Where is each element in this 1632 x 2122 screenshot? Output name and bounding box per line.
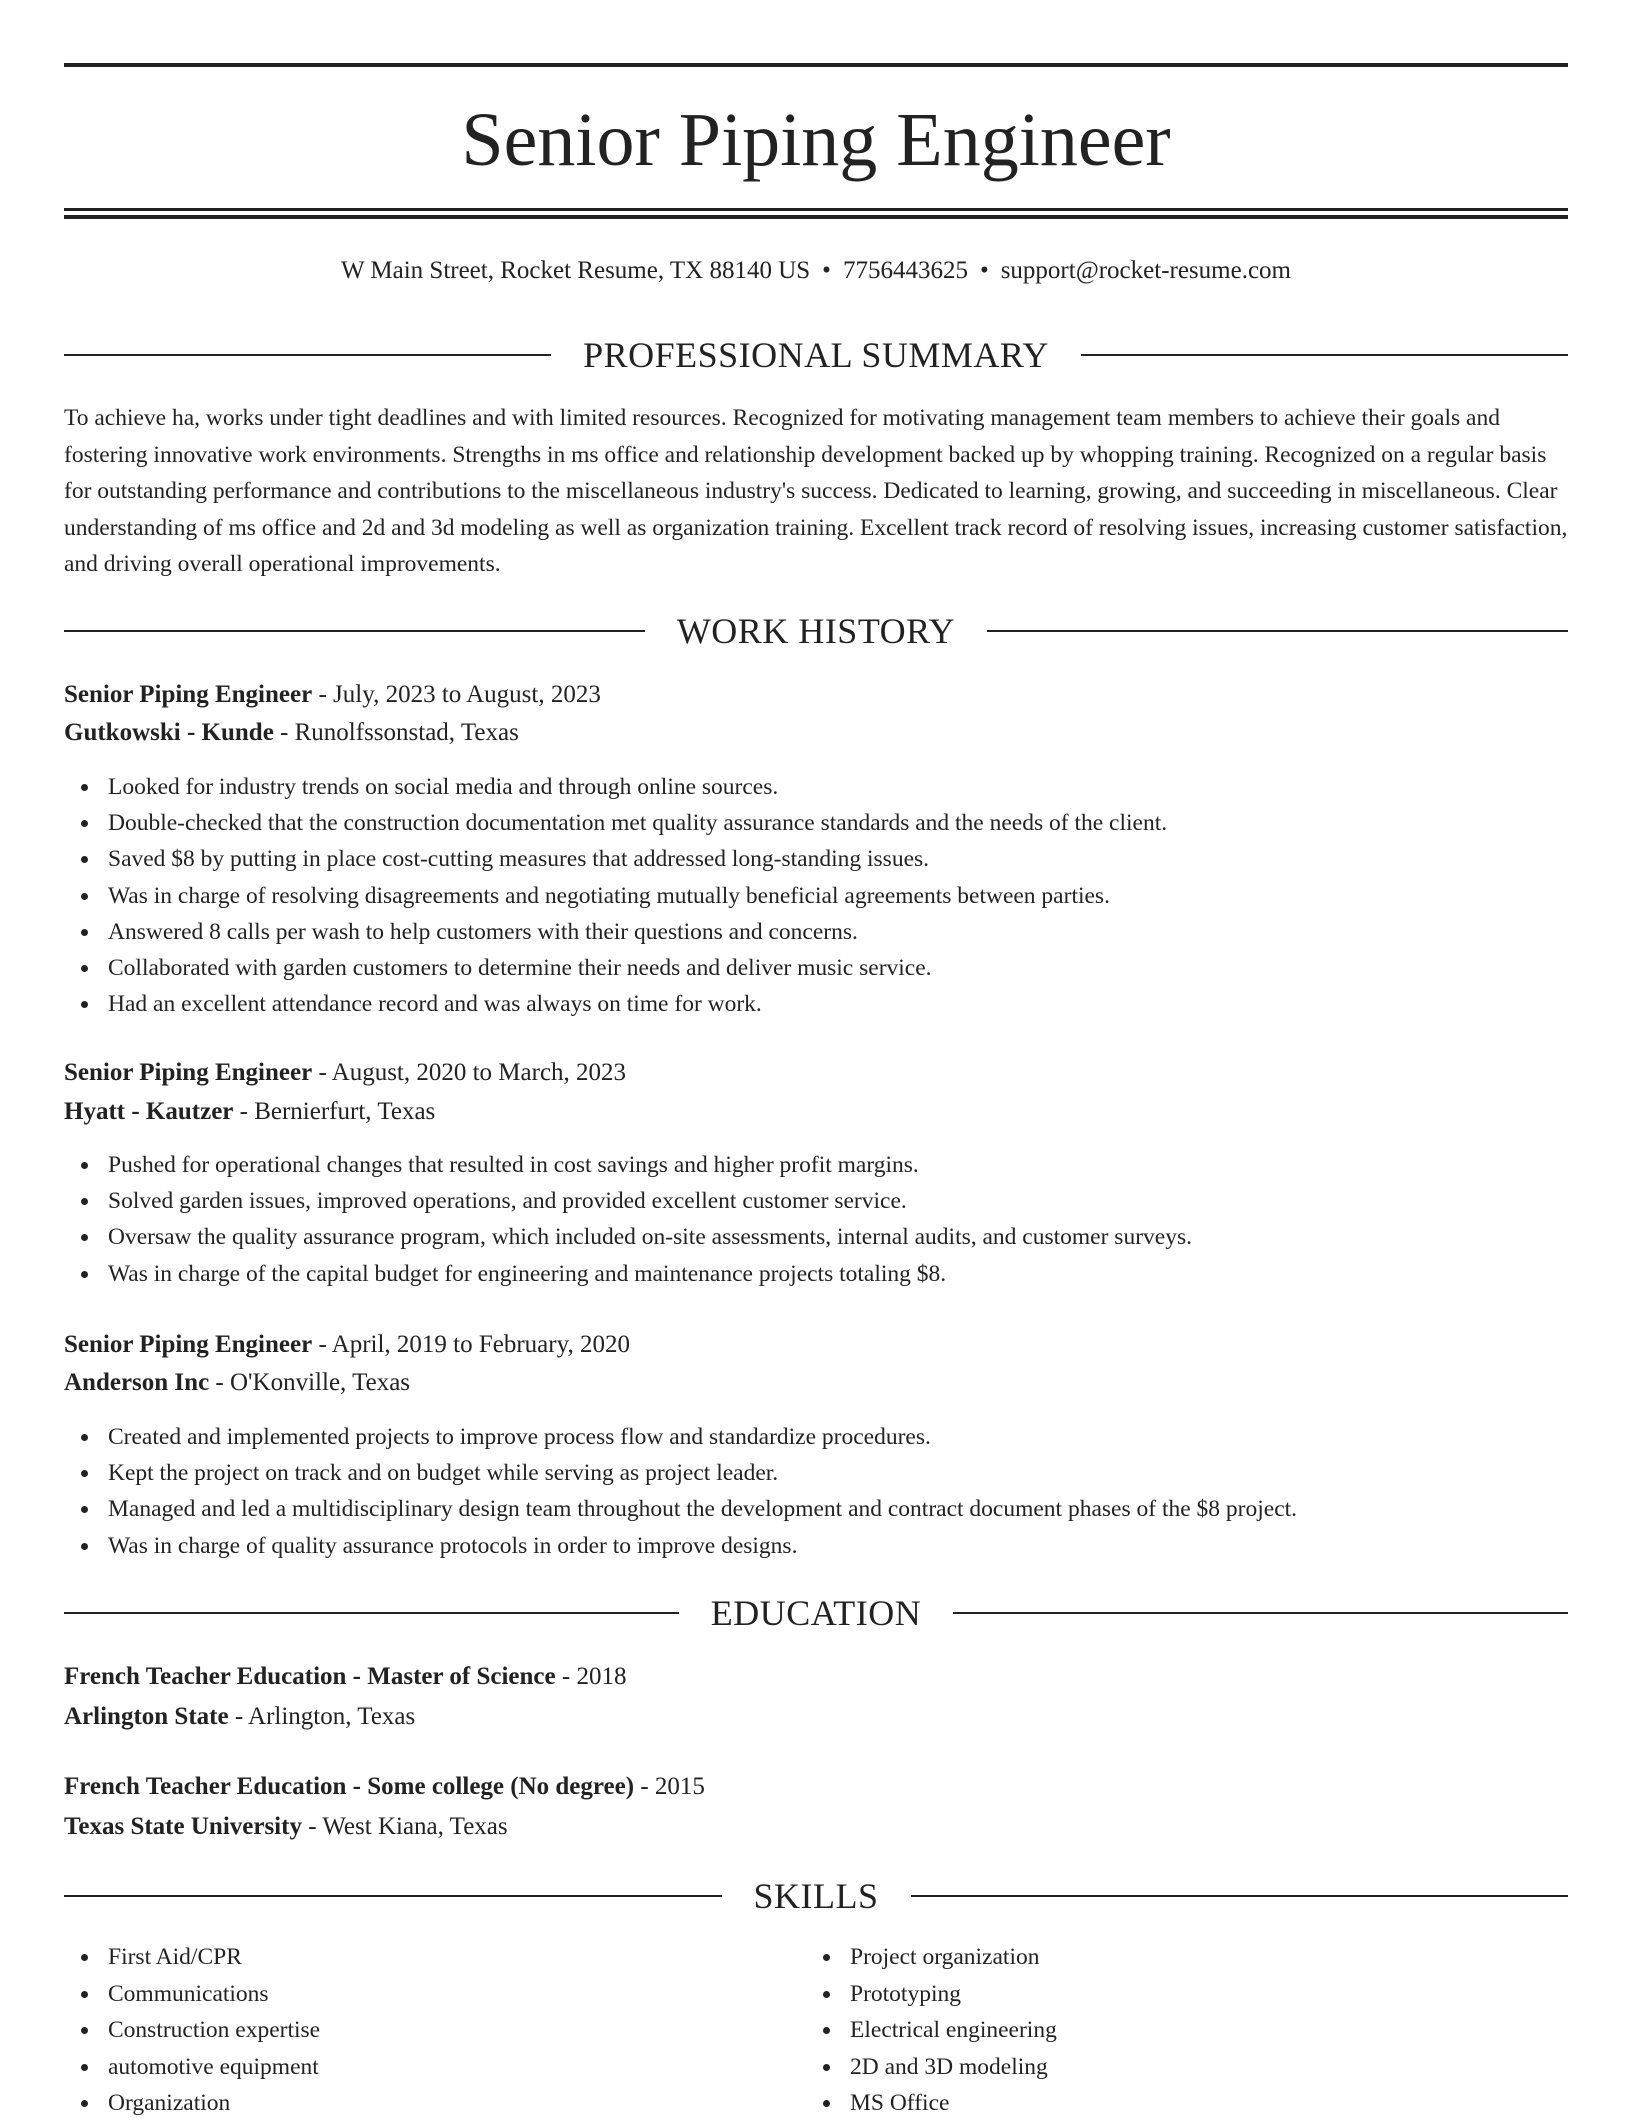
divider xyxy=(911,1895,1569,1897)
education-location: - Arlington, Texas xyxy=(228,1703,416,1730)
job-location: - Bernierfurt, Texas xyxy=(233,1098,436,1125)
list-item: Created and implemented projects to improve process flow and standardize procedures. xyxy=(64,1419,1568,1455)
header-bottom-rule-second xyxy=(64,215,1568,219)
skill-item: Prototyping xyxy=(806,1976,1506,2013)
job-title-line xyxy=(64,1056,1568,1090)
header-bottom-rule xyxy=(64,208,1568,211)
list-item: Was in charge of resolving disagreements and negotiating mutually beneficial agreements between parties. xyxy=(64,878,1568,914)
section-title: EDUCATION xyxy=(710,1593,922,1633)
list-item: Collaborated with garden customers to determine their needs and deliver music service. xyxy=(64,950,1568,986)
education-degree: French Teacher Education - Master of Science xyxy=(64,1663,556,1690)
list-item: Was in charge of quality assurance protocols in order to improve designs. xyxy=(64,1528,1568,1564)
skill-item: automotive equipment xyxy=(64,2049,764,2086)
skill-item: MS Office xyxy=(806,2085,1506,2122)
job-location: - Runolfssonstad, Texas xyxy=(273,719,519,746)
contact-email: support@rocket-resume.com xyxy=(1000,257,1291,284)
list-item: Double-checked that the construction documentation met quality assurance standards and the needs of the client. xyxy=(64,805,1568,841)
job-company-line xyxy=(64,716,1568,750)
skill-item: Organization xyxy=(64,2085,764,2122)
education-school-line xyxy=(64,1810,1568,1844)
job-dates: - July, 2023 to August, 2023 xyxy=(312,681,601,708)
job-company: Anderson Inc xyxy=(64,1369,210,1396)
divider xyxy=(1081,354,1568,356)
divider xyxy=(64,354,551,356)
header-top-rule xyxy=(64,63,1568,67)
education-school: Arlington State xyxy=(64,1703,229,1730)
job-title: Senior Piping Engineer xyxy=(64,681,313,708)
divider xyxy=(987,630,1568,632)
list-item: Kept the project on track and on budget while serving as project leader. xyxy=(64,1455,1568,1491)
job-bullets xyxy=(64,769,1568,1022)
job-title: Senior Piping Engineer xyxy=(64,1059,313,1086)
list-item: Looked for industry trends on social media and through online sources. xyxy=(64,769,1568,805)
education-location: - West Kiana, Texas xyxy=(301,1813,508,1840)
education-school: Texas State University xyxy=(64,1813,302,1840)
job-title-line xyxy=(64,1328,1568,1362)
contact-phone: 7756443625 xyxy=(842,257,968,284)
page-title: Senior Piping Engineer xyxy=(461,98,1171,182)
list-item: Answered 8 calls per wash to help customers with their questions and concerns. xyxy=(64,914,1568,950)
list-item: Solved garden issues, improved operations, and provided excellent customer service. xyxy=(64,1183,1568,1219)
education-degree: French Teacher Education - Some college (No degree) xyxy=(64,1773,635,1800)
section-heading-work-history xyxy=(64,609,1568,653)
list-item: Was in charge of the capital budget for engineering and maintenance projects totaling $8. xyxy=(64,1256,1568,1292)
summary-text: To achieve ha, works under tight deadlines and with limited resources. Recognized for motivating management team members to achieve their goals and fostering innovative work environments. Strengths in ms office and relationship development backed up by whopping training. Recognized on a regular basis for outstanding performance and contributions to the miscellaneous industry's success. Dedicated to learning, growing, and succeeding in miscellaneous. Clear understanding of ms office and 2d and 3d modeling as well as organization training. Excellent track record of resolving issues, increasing customer satisfaction, and driving overall operational improvements. xyxy=(64,405,1568,577)
skill-item: Project organization xyxy=(806,1939,1506,1976)
section-heading-skills xyxy=(64,1874,1568,1918)
list-item: Saved $8 by putting in place cost-cutting measures that addressed long-standing issues. xyxy=(64,841,1568,877)
list-item: Managed and led a multidisciplinary design team throughout the development and contract document phases of the $8 project. xyxy=(64,1491,1568,1527)
job-bullets xyxy=(64,1419,1568,1564)
list-item: Oversaw the quality assurance program, which included on-site assessments, internal audits, and customer surveys. xyxy=(64,1219,1568,1255)
contact-separator: • xyxy=(822,257,831,284)
education-degree-line xyxy=(64,1660,1568,1694)
education-year: - 2015 xyxy=(634,1773,705,1800)
divider xyxy=(64,630,645,632)
education-year: - 2018 xyxy=(555,1663,627,1690)
job-title: Senior Piping Engineer xyxy=(64,1331,313,1358)
divider xyxy=(64,1895,722,1897)
job-company-line xyxy=(64,1366,1568,1400)
education-degree-line xyxy=(64,1770,1568,1804)
contact-line xyxy=(64,254,1568,288)
contact-separator: • xyxy=(979,257,989,284)
section-title: SKILLS xyxy=(753,1876,879,1916)
contact-address: W Main Street, Rocket Resume, TX 88140 US xyxy=(341,257,811,284)
job-title-line xyxy=(64,678,1568,712)
section-title: PROFESSIONAL SUMMARY xyxy=(583,335,1049,375)
education-school-line xyxy=(64,1700,1568,1734)
divider xyxy=(953,1612,1568,1614)
skill-item: Construction expertise xyxy=(64,2012,764,2049)
job-dates: - August, 2020 to March, 2023 xyxy=(312,1059,627,1086)
skill-item: Communications xyxy=(64,1976,764,2013)
job-bullets xyxy=(64,1147,1568,1292)
skills-list-left xyxy=(64,1939,764,2122)
skill-item: Electrical engineering xyxy=(806,2012,1506,2049)
job-location: - O'Konville, Texas xyxy=(209,1369,411,1396)
section-title: WORK HISTORY xyxy=(676,611,956,651)
job-company: Gutkowski - Kunde xyxy=(64,719,274,746)
list-item: Had an excellent attendance record and was always on time for work. xyxy=(64,986,1568,1022)
job-company-line xyxy=(64,1095,1568,1129)
skill-item: First Aid/CPR xyxy=(64,1939,764,1976)
section-heading-summary xyxy=(64,333,1568,377)
job-company: Hyatt - Kautzer xyxy=(64,1098,234,1125)
skills-list-right xyxy=(806,1939,1506,2122)
job-dates: - April, 2019 to February, 2020 xyxy=(312,1331,630,1358)
list-item: Pushed for operational changes that resulted in cost savings and higher profit margins. xyxy=(64,1147,1568,1183)
divider xyxy=(64,1612,679,1614)
skill-item: 2D and 3D modeling xyxy=(806,2049,1506,2086)
section-heading-education xyxy=(64,1591,1568,1635)
